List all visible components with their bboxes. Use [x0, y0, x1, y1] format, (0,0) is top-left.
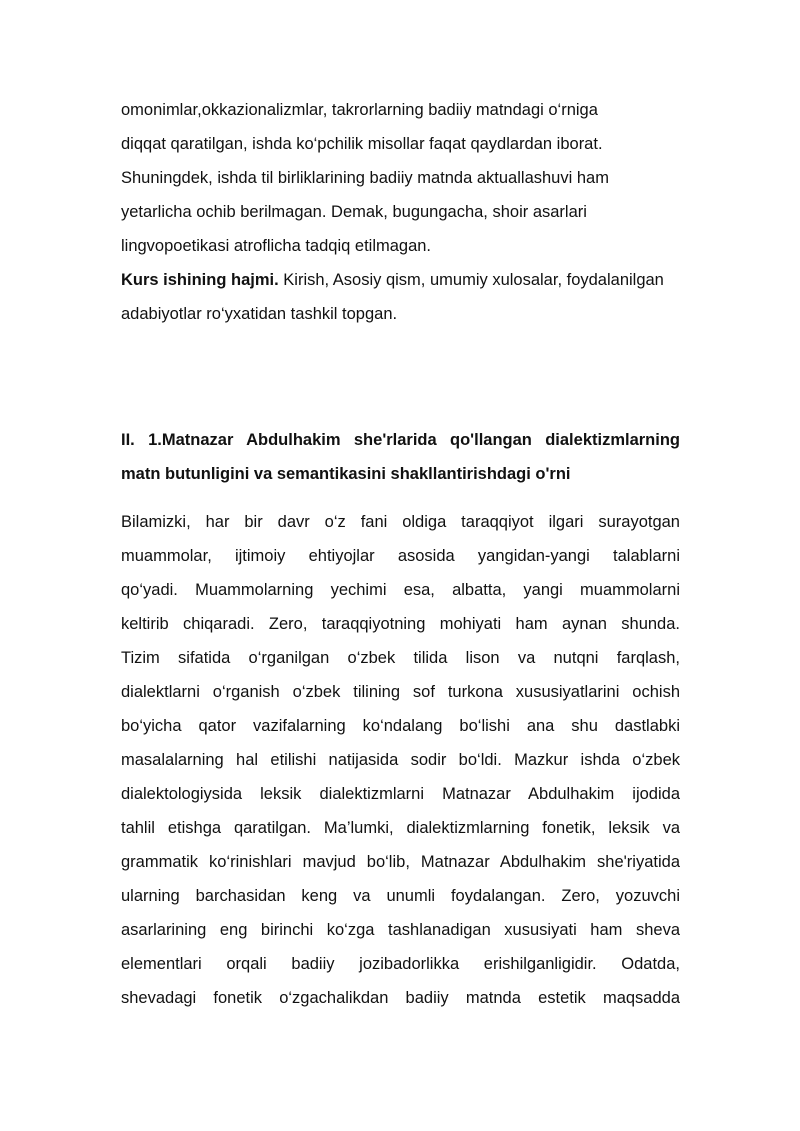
- body-line: keltirib chiqaradi. Zero, taraqqiyotning mohiyati ham aynan shunda.: [121, 615, 680, 633]
- intro-line: diqqat qaratilgan, ishda ko‘pchilik misollar faqat qaydlardan iborat.: [121, 135, 603, 153]
- body-line: ularning barchasidan keng va unumli foydalangan. Zero, yozuvchi: [121, 887, 680, 905]
- body-line: muammolar, ijtimoiy ehtiyojlar asosida yangidan-yangi talablarni: [121, 547, 680, 565]
- intro-line: yetarlicha ochib berilmagan. Demak, bugungacha, shoir asarlari: [121, 203, 587, 221]
- body-line: Tizim sifatida o‘rganilgan o‘zbek tilida lison va nutqni farqlash,: [121, 649, 680, 667]
- intro-line: Shuningdek, ishda til birliklarining badiiy matnda aktuallashuvi ham: [121, 169, 609, 187]
- body-line: Bilamizki, har bir davr o‘z fani oldiga taraqqiyot ilgari surayotgan: [121, 513, 680, 531]
- section-heading-line: matn butunligini va semantikasini shakllantirishdagi o'rni: [121, 465, 571, 483]
- document-page: [121, 93, 680, 1015]
- body-line: elementlari orqali badiiy jozibadorlikka erishilganligidir. Odatda,: [121, 955, 680, 973]
- course-volume-paragraph: [121, 263, 680, 331]
- body-line: dialektlarni o‘rganish o‘zbek tilining sof turkona xususiyatlarini ochish: [121, 683, 680, 701]
- body-line: tahlil etishga qaratilgan. Ma’lumki, dialektizmlarning fonetik, leksik va: [121, 819, 680, 837]
- course-volume-text: Kirish, Asosiy qism, umumiy xulosalar, foydalanilgan: [278, 271, 664, 289]
- body-line: bo‘yicha qator vazifalarning ko‘ndalang bo‘lishi ana shu dastlabki: [121, 717, 680, 735]
- body-line: shevadagi fonetik o‘zgachalikdan badiiy matnda estetik maqsadda: [121, 989, 680, 1007]
- course-volume-line: adabiyotlar ro‘yxatidan tashkil topgan.: [121, 305, 398, 323]
- body-paragraph: [121, 505, 680, 1015]
- intro-paragraph: [121, 93, 680, 263]
- body-line: asarlarining eng birinchi ko‘zga tashlanadigan xususiyati ham sheva: [121, 921, 680, 939]
- body-line: qo‘yadi. Muammolarning yechimi esa, albatta, yangi muammolarni: [121, 581, 680, 599]
- body-line: dialektologiysida leksik dialektizmlarni Matnazar Abdulhakim ijodida: [121, 785, 680, 803]
- intro-line: omonimlar,okkazionalizmlar, takrorlarning badiiy matndagi o‘rniga: [121, 101, 598, 119]
- section-heading-line: II. 1.Matnazar Abdulhakim she'rlarida qo'llangan dialektizmlarning: [121, 431, 680, 449]
- body-line: masalalarning hal etilishi natijasida sodir bo‘ldi. Mazkur ishda o‘zbek: [121, 751, 680, 769]
- body-line: grammatik ko‘rinishlari mavjud bo‘lib, Matnazar Abdulhakim she'riyatida: [121, 853, 680, 871]
- intro-line: lingvopoetikasi atroflicha tadqiq etilmagan.: [121, 237, 432, 255]
- course-volume-label: Kurs ishining hajmi.: [121, 271, 279, 289]
- course-volume-line: [121, 263, 680, 297]
- section-heading: [121, 423, 680, 491]
